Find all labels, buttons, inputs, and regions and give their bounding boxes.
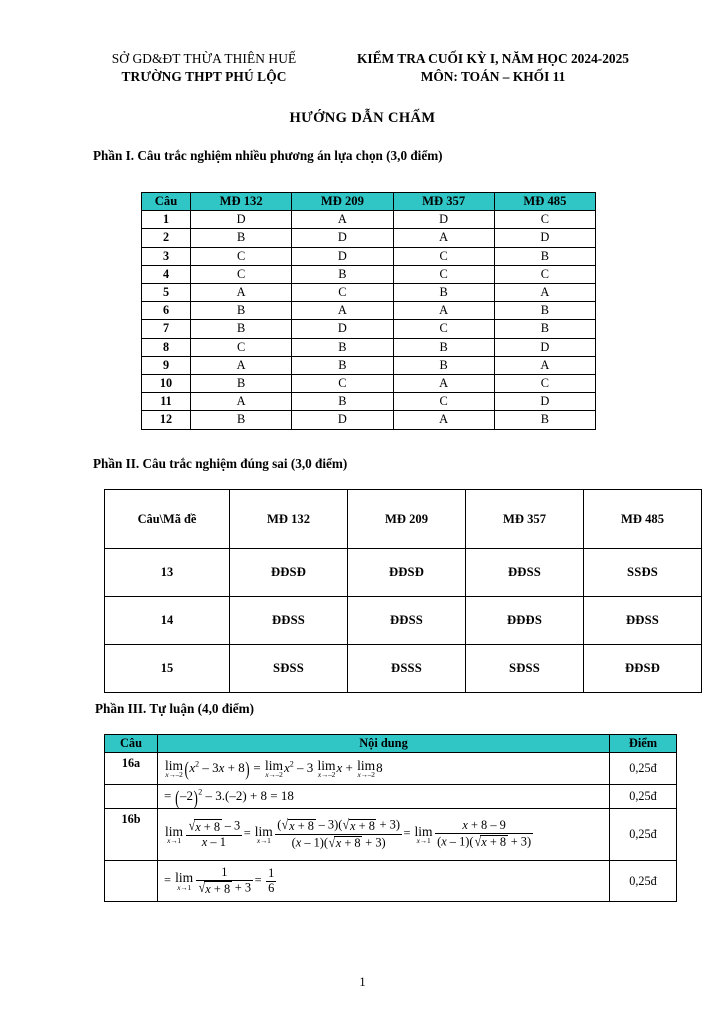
table-row	[142, 411, 596, 429]
table-row	[142, 356, 596, 374]
cell-solution-content	[158, 809, 610, 861]
cell-question-number: 9	[142, 356, 191, 374]
school-name: TRƯỜNG THPT PHÚ LỘC	[121, 68, 287, 84]
exam-subject: MÔN: TOÁN – KHỐI 11	[420, 68, 566, 84]
cell-answer-md132: A	[191, 356, 292, 374]
column-header-cau: Câu	[105, 735, 158, 753]
column-header-md132: MĐ 132	[191, 193, 292, 211]
cell-answer-md485: C	[494, 375, 595, 393]
cell-answer-md357: A	[393, 229, 494, 247]
cell-answer-md357: D	[393, 211, 494, 229]
table-row	[142, 393, 596, 411]
cell-answer-md132: A	[191, 393, 292, 411]
cell-answer-md485: B	[494, 247, 595, 265]
cell-answer-md132: B	[191, 320, 292, 338]
table-row	[142, 247, 596, 265]
table-row	[105, 597, 702, 645]
column-header-diem: Điểm	[610, 735, 677, 753]
table-row	[142, 284, 596, 302]
cell-question-number: 14	[105, 597, 230, 645]
cell-question-number: 13	[105, 549, 230, 597]
cell-answer-md132: ĐĐSĐ	[230, 549, 348, 597]
table-row	[142, 375, 596, 393]
cell-answer-md132: B	[191, 375, 292, 393]
cell-score: 0,25đ	[610, 785, 677, 809]
cell-answer-md357: B	[393, 338, 494, 356]
cell-answer-md485: SSĐS	[584, 549, 702, 597]
cell-question-label: 16a	[105, 753, 158, 785]
cell-answer-md209: ĐĐSĐ	[348, 549, 466, 597]
cell-answer-md132: C	[191, 338, 292, 356]
school-header-block	[76, 50, 332, 85]
department-name: SỞ GD&ĐT THỪA THIÊN HUẾ	[111, 51, 297, 66]
cell-question-number: 4	[142, 265, 191, 283]
answer-table-part1	[141, 192, 596, 430]
exam-title: KIỂM TRA CUỐI KỲ I, NĂM HỌC 2024-2025	[356, 51, 630, 66]
limit-operator: lim x→1	[165, 823, 184, 846]
cell-answer-md485: B	[494, 411, 595, 429]
cell-answer-md209: ĐĐSS	[348, 597, 466, 645]
column-header-cau: Câu	[142, 193, 191, 211]
cell-solution-content	[158, 861, 610, 902]
cell-answer-md357: SĐSS	[466, 645, 584, 693]
cell-answer-md357: C	[393, 265, 494, 283]
cell-answer-md357: C	[393, 320, 494, 338]
cell-answer-md209: A	[292, 302, 393, 320]
limit-operator: lim x→1	[414, 823, 433, 846]
math-expression-16b-line2: = lim x→1 $\frac{1}{√x + 8 + 3}$ = $\frac{1}{6}$	[164, 864, 275, 897]
cell-answer-md485: B	[494, 320, 595, 338]
page-title: HƯỚNG DẪN CHẤM	[289, 110, 436, 126]
math-expression-16a-line2: = $(-2)^2 - 3.(-2) + 8 = 18$	[164, 785, 294, 809]
cell-answer-md209: D	[292, 411, 393, 429]
cell-answer-md357: C	[393, 247, 494, 265]
cell-answer-md485: C	[494, 265, 595, 283]
limit-operator: lim x→–2	[357, 757, 376, 780]
cell-answer-md209: C	[292, 375, 393, 393]
column-header-md209: MĐ 209	[292, 193, 393, 211]
cell-question-number: 10	[142, 375, 191, 393]
table-row	[105, 809, 677, 861]
cell-solution-content	[158, 785, 610, 809]
math-expression-16b-line1: lim x→1 $\frac{√x + 8 - 3}{x - 1}$ = lim x→1 $\frac{(√x + 8 - 3)(√x + 8 + 3)}{(x - 1)(√x + 8 + 3)}$ = lim x→1 $\frac{x + 8 - 9}{(x - 1)(√x + 8 + 3)}$	[165, 817, 532, 851]
math-expression-16a-line1: lim x→–2 $(x^2 - 3x + 8)$ = lim x→–2 $x^2 - 3$ lim x→–2 x + lim x→–2 8	[165, 756, 383, 781]
column-header-md357: MĐ 357	[393, 193, 494, 211]
cell-answer-md209: ĐSSS	[348, 645, 466, 693]
column-header-md485: MĐ 485	[494, 193, 595, 211]
cell-answer-md357: C	[393, 393, 494, 411]
cell-answer-md209: B	[292, 393, 393, 411]
cell-answer-md485: C	[494, 211, 595, 229]
page-number: 1	[359, 975, 366, 989]
cell-question-number: 11	[142, 393, 191, 411]
table-header-row	[142, 193, 596, 211]
cell-score: 0,25đ	[610, 753, 677, 785]
limit-operator: lim x→–2	[317, 757, 336, 780]
cell-answer-md209: D	[292, 247, 393, 265]
cell-answer-md357: A	[393, 302, 494, 320]
column-header-noidung: Nội dung	[158, 735, 610, 753]
table-row	[142, 265, 596, 283]
cell-question-number: 7	[142, 320, 191, 338]
table-row	[105, 861, 677, 902]
cell-answer-md485: ĐĐSS	[584, 597, 702, 645]
column-header-md209: MĐ 209	[348, 490, 466, 549]
cell-answer-md357: B	[393, 284, 494, 302]
cell-question-label	[105, 861, 158, 902]
cell-answer-md357: A	[393, 375, 494, 393]
answer-table-part2	[104, 489, 702, 693]
cell-solution-content	[158, 753, 610, 785]
cell-answer-md132: C	[191, 265, 292, 283]
table-row	[142, 302, 596, 320]
solution-table-part3	[104, 734, 677, 902]
cell-answer-md132: SĐSS	[230, 645, 348, 693]
cell-question-label	[105, 785, 158, 809]
cell-answer-md209: B	[292, 265, 393, 283]
cell-answer-md357: A	[393, 411, 494, 429]
cell-answer-md485: A	[494, 284, 595, 302]
limit-operator: lim x→1	[254, 823, 273, 846]
table-row	[105, 785, 677, 809]
column-header-md132: MĐ 132	[230, 490, 348, 549]
cell-score: 0,25đ	[610, 809, 677, 861]
table-row	[105, 753, 677, 785]
column-header-md485: MĐ 485	[584, 490, 702, 549]
cell-answer-md209: A	[292, 211, 393, 229]
cell-answer-md132: ĐĐSS	[230, 597, 348, 645]
table-row	[142, 211, 596, 229]
cell-answer-md485: D	[494, 393, 595, 411]
table-row	[105, 549, 702, 597]
cell-question-label: 16b	[105, 809, 158, 861]
section-heading-part3: Phần III. Tự luận (4,0 điểm)	[95, 701, 254, 716]
cell-answer-md209: D	[292, 229, 393, 247]
table-header-row	[105, 735, 677, 753]
cell-question-number: 2	[142, 229, 191, 247]
limit-operator: lim x→–2	[165, 757, 184, 780]
cell-answer-md132: D	[191, 211, 292, 229]
limit-operator: lim x→–2	[264, 757, 283, 780]
cell-answer-md209: B	[292, 338, 393, 356]
cell-answer-md485: D	[494, 229, 595, 247]
cell-answer-md132: B	[191, 302, 292, 320]
cell-question-number: 8	[142, 338, 191, 356]
table-row	[142, 320, 596, 338]
table-header-row	[105, 490, 702, 549]
column-header-md357: MĐ 357	[466, 490, 584, 549]
table-row	[142, 338, 596, 356]
cell-answer-md132: B	[191, 411, 292, 429]
cell-question-number: 12	[142, 411, 191, 429]
cell-answer-md485: D	[494, 338, 595, 356]
cell-score: 0,25đ	[610, 861, 677, 902]
cell-answer-md209: C	[292, 284, 393, 302]
cell-answer-md357: B	[393, 356, 494, 374]
cell-answer-md485: B	[494, 302, 595, 320]
cell-question-number: 3	[142, 247, 191, 265]
exam-header-block	[332, 50, 654, 85]
column-header-cau-made: Câu\Mã đề	[105, 490, 230, 549]
document-header	[76, 50, 654, 85]
cell-question-number: 5	[142, 284, 191, 302]
cell-answer-md209: D	[292, 320, 393, 338]
cell-answer-md132: C	[191, 247, 292, 265]
cell-answer-md132: B	[191, 229, 292, 247]
cell-question-number: 6	[142, 302, 191, 320]
cell-answer-md132: A	[191, 284, 292, 302]
cell-question-number: 1	[142, 211, 191, 229]
section-heading-part1: Phần I. Câu trắc nghiệm nhiều phương án lựa chọn (3,0 điểm)	[93, 148, 443, 163]
cell-answer-md357: ĐĐSS	[466, 549, 584, 597]
cell-answer-md485: A	[494, 356, 595, 374]
cell-answer-md357: ĐĐĐS	[466, 597, 584, 645]
cell-answer-md209: B	[292, 356, 393, 374]
cell-answer-md485: ĐĐSĐ	[584, 645, 702, 693]
table-row	[105, 645, 702, 693]
cell-question-number: 15	[105, 645, 230, 693]
table-row	[142, 229, 596, 247]
section-heading-part2: Phần II. Câu trắc nghiệm đúng sai (3,0 điểm)	[93, 456, 348, 471]
limit-operator: lim x→1	[175, 870, 194, 892]
